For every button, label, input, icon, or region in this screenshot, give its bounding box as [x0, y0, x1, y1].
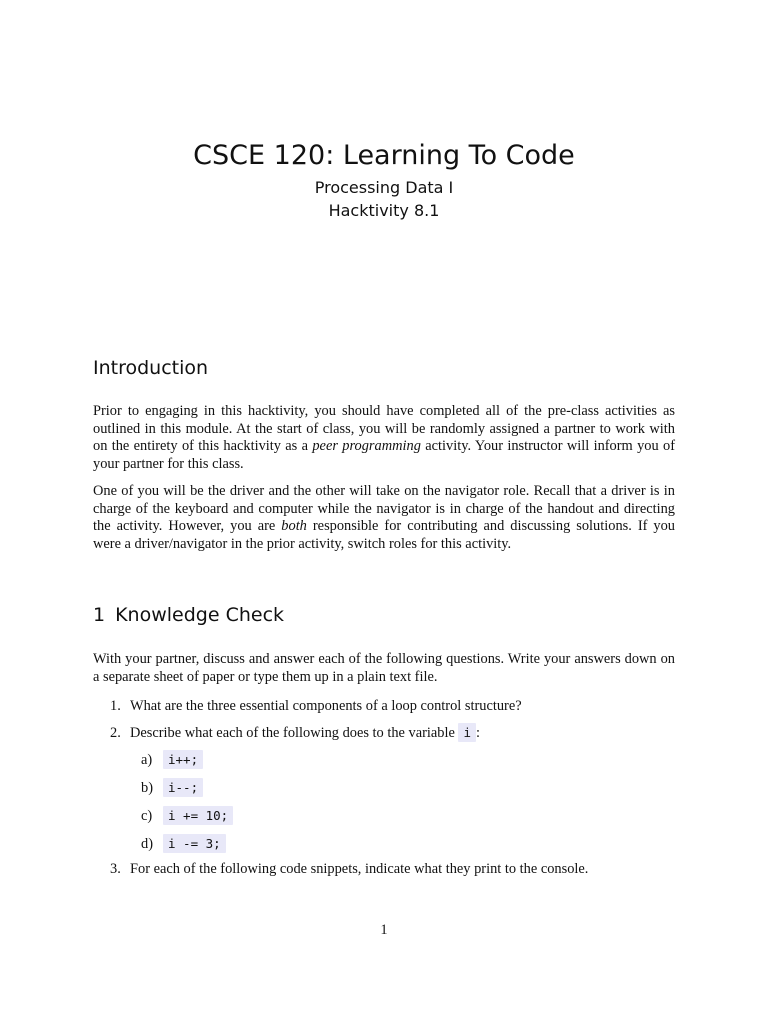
code-snippet: i--; — [163, 778, 203, 797]
list-marker: b) — [141, 780, 153, 796]
question-2: 2. Describe what each of the following does to the variable i : — [110, 725, 481, 741]
section-number: 1 — [93, 604, 106, 626]
code-snippet: i++; — [163, 750, 203, 769]
sub-question-c — [141, 807, 233, 826]
sub-question-b — [141, 779, 203, 798]
section-heading-knowledge-check — [93, 604, 284, 626]
knowledge-check-intro: With your partner, discuss and answer each of the following questions. Write your answers down on a separate sheet of paper or type them up in a plain text file. — [93, 651, 675, 685]
code-variable-i: i — [458, 723, 476, 742]
section-heading-introduction: Introduction — [93, 357, 209, 379]
intro-paragraph-2: One of you will be the driver and the other will take on the navigator role. Recall that a driver is in charge of the keyboard and computer while the navigator is in charge of the handout and directing the activity. However, you are both responsible for contributing and discussing solutions. If you were a driver/navigator in the prior activity, switch roles for this activity. — [93, 483, 675, 552]
sub-question-a — [141, 751, 203, 770]
intro-paragraph-1: Prior to engaging in this hacktivity, you should have completed all of the pre-class activities as outlined in this module. At the start of class, you will be randomly assigned a partner to work with on the entirety of this hacktivity as a peer programming activity. Your instructor will inform you of your partner for this class. — [93, 403, 675, 472]
document-title: CSCE 120: Learning To Code — [193, 140, 575, 171]
code-snippet: i += 10; — [163, 806, 233, 825]
question-1: 1. What are the three essential components of a loop control structure? — [110, 698, 522, 714]
list-marker: 3. — [110, 861, 121, 877]
sub-question-d — [141, 835, 226, 854]
list-marker: c) — [141, 808, 153, 824]
question-3: 3. For each of the following code snippets, indicate what they print to the console. — [110, 861, 589, 877]
emphasis-peer-programming: peer programming — [312, 438, 421, 455]
list-marker: a) — [141, 752, 153, 768]
page-number: 1 — [380, 922, 388, 938]
list-marker: d) — [141, 836, 153, 852]
section-title: Knowledge Check — [115, 604, 285, 626]
list-marker: 2. — [110, 725, 121, 741]
document-subtitle: Processing Data I — [314, 178, 454, 197]
list-marker: 1. — [110, 698, 121, 714]
code-snippet: i -= 3; — [163, 834, 226, 853]
activity-label: Hacktivity 8.1 — [328, 201, 440, 220]
emphasis-both: both — [281, 518, 307, 535]
